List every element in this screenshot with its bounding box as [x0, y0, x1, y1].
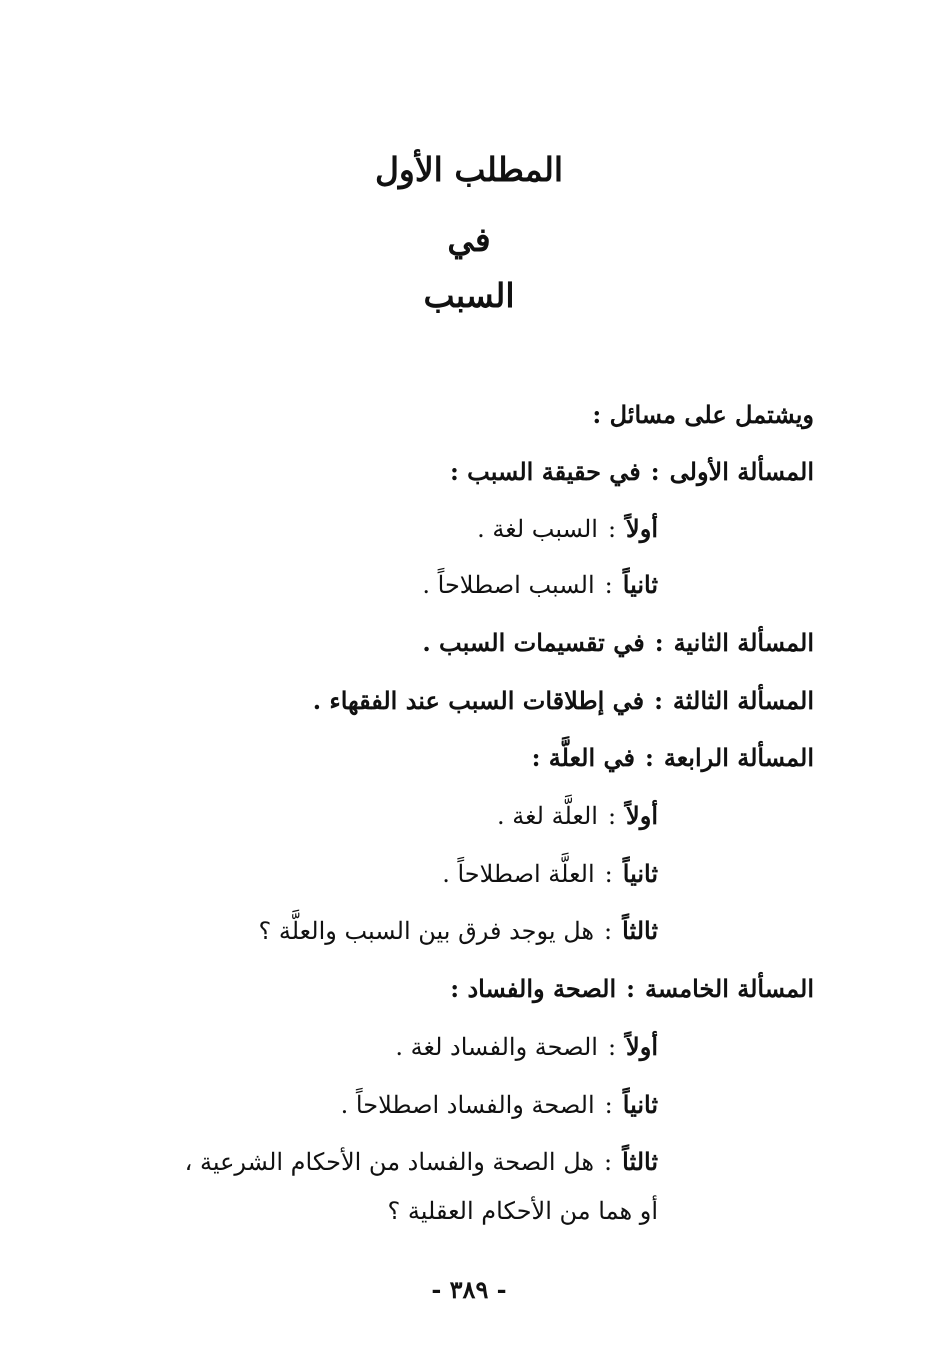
separator: : [626, 974, 635, 1003]
section-title-preposition: في [447, 220, 491, 259]
issue-label: المسألة الرابعة [663, 743, 814, 772]
sub-text: الصحة والفساد اصطلاحاً . [340, 1091, 595, 1119]
separator: : [604, 917, 613, 945]
sub-item [497, 799, 658, 833]
separator: : [654, 686, 663, 715]
issue-text: الصحة والفساد : [450, 974, 617, 1003]
sub-text: العلَّة لغة . [496, 802, 598, 830]
sub-label: ثانياً [622, 859, 658, 888]
sub-text: هل يوجد فرق بين السبب والعلَّة ؟ [258, 917, 595, 945]
section-title: المطلب الأول [374, 150, 564, 189]
separator: : [607, 802, 617, 830]
sub-label: أولاً [626, 514, 658, 543]
separator: : [645, 743, 654, 772]
issue-label: المسألة الخامسة [644, 974, 814, 1003]
sub-label: ثانياً [622, 570, 658, 599]
sub-item [259, 914, 659, 948]
separator: : [604, 571, 613, 599]
separator: : [607, 515, 617, 543]
sub-text: السبب اصطلاحاً . [422, 571, 595, 599]
issue-text: في تقسيمات السبب . [422, 628, 645, 657]
issue-3 [313, 684, 814, 718]
sub-text: السبب لغة . [477, 515, 598, 543]
section-title-subject: السبب [423, 276, 515, 315]
sub-item [395, 1030, 658, 1064]
issue-text: في العلَّة : [531, 743, 635, 772]
sub-label: ثانياً [622, 1090, 658, 1119]
sub-item-continuation: أو هما من الأحكام العقلية ؟ [387, 1197, 658, 1225]
sub-item [185, 1145, 658, 1179]
issue-label: المسألة الثانية [673, 628, 814, 657]
sub-item [422, 568, 658, 602]
sub-item [341, 1088, 658, 1122]
separator: : [654, 628, 664, 657]
separator: : [604, 1148, 613, 1176]
page-number: - ٣٨٩ - [431, 1275, 507, 1304]
issue-5 [450, 972, 814, 1006]
issue-label: المسألة الثالثة [672, 686, 814, 715]
sub-item [477, 512, 658, 546]
sub-text: العلَّة اصطلاحاً . [442, 860, 595, 888]
issue-4 [532, 741, 814, 775]
issue-text: في إطلاقات السبب عند الفقهاء . [312, 686, 645, 715]
issue-label: المسألة الأولى [669, 457, 814, 486]
separator: : [607, 1033, 617, 1061]
issue-text: في حقيقة السبب : [449, 457, 641, 486]
sub-text: هل الصحة والفساد من الأحكام الشرعية ، [184, 1148, 595, 1176]
sub-label: ثالثاً [622, 1147, 658, 1176]
sub-label: أولاً [626, 801, 658, 830]
intro-line: ويشتمل على مسائل : [592, 400, 814, 429]
sub-label: ثالثاً [622, 916, 658, 945]
issue-1 [450, 455, 814, 489]
issue-2 [422, 626, 814, 660]
sub-item [442, 857, 658, 891]
sub-text: الصحة والفساد لغة . [395, 1033, 598, 1061]
sub-label: أولاً [626, 1032, 658, 1061]
separator: : [604, 1091, 613, 1119]
separator: : [604, 860, 613, 888]
separator: : [650, 457, 660, 486]
